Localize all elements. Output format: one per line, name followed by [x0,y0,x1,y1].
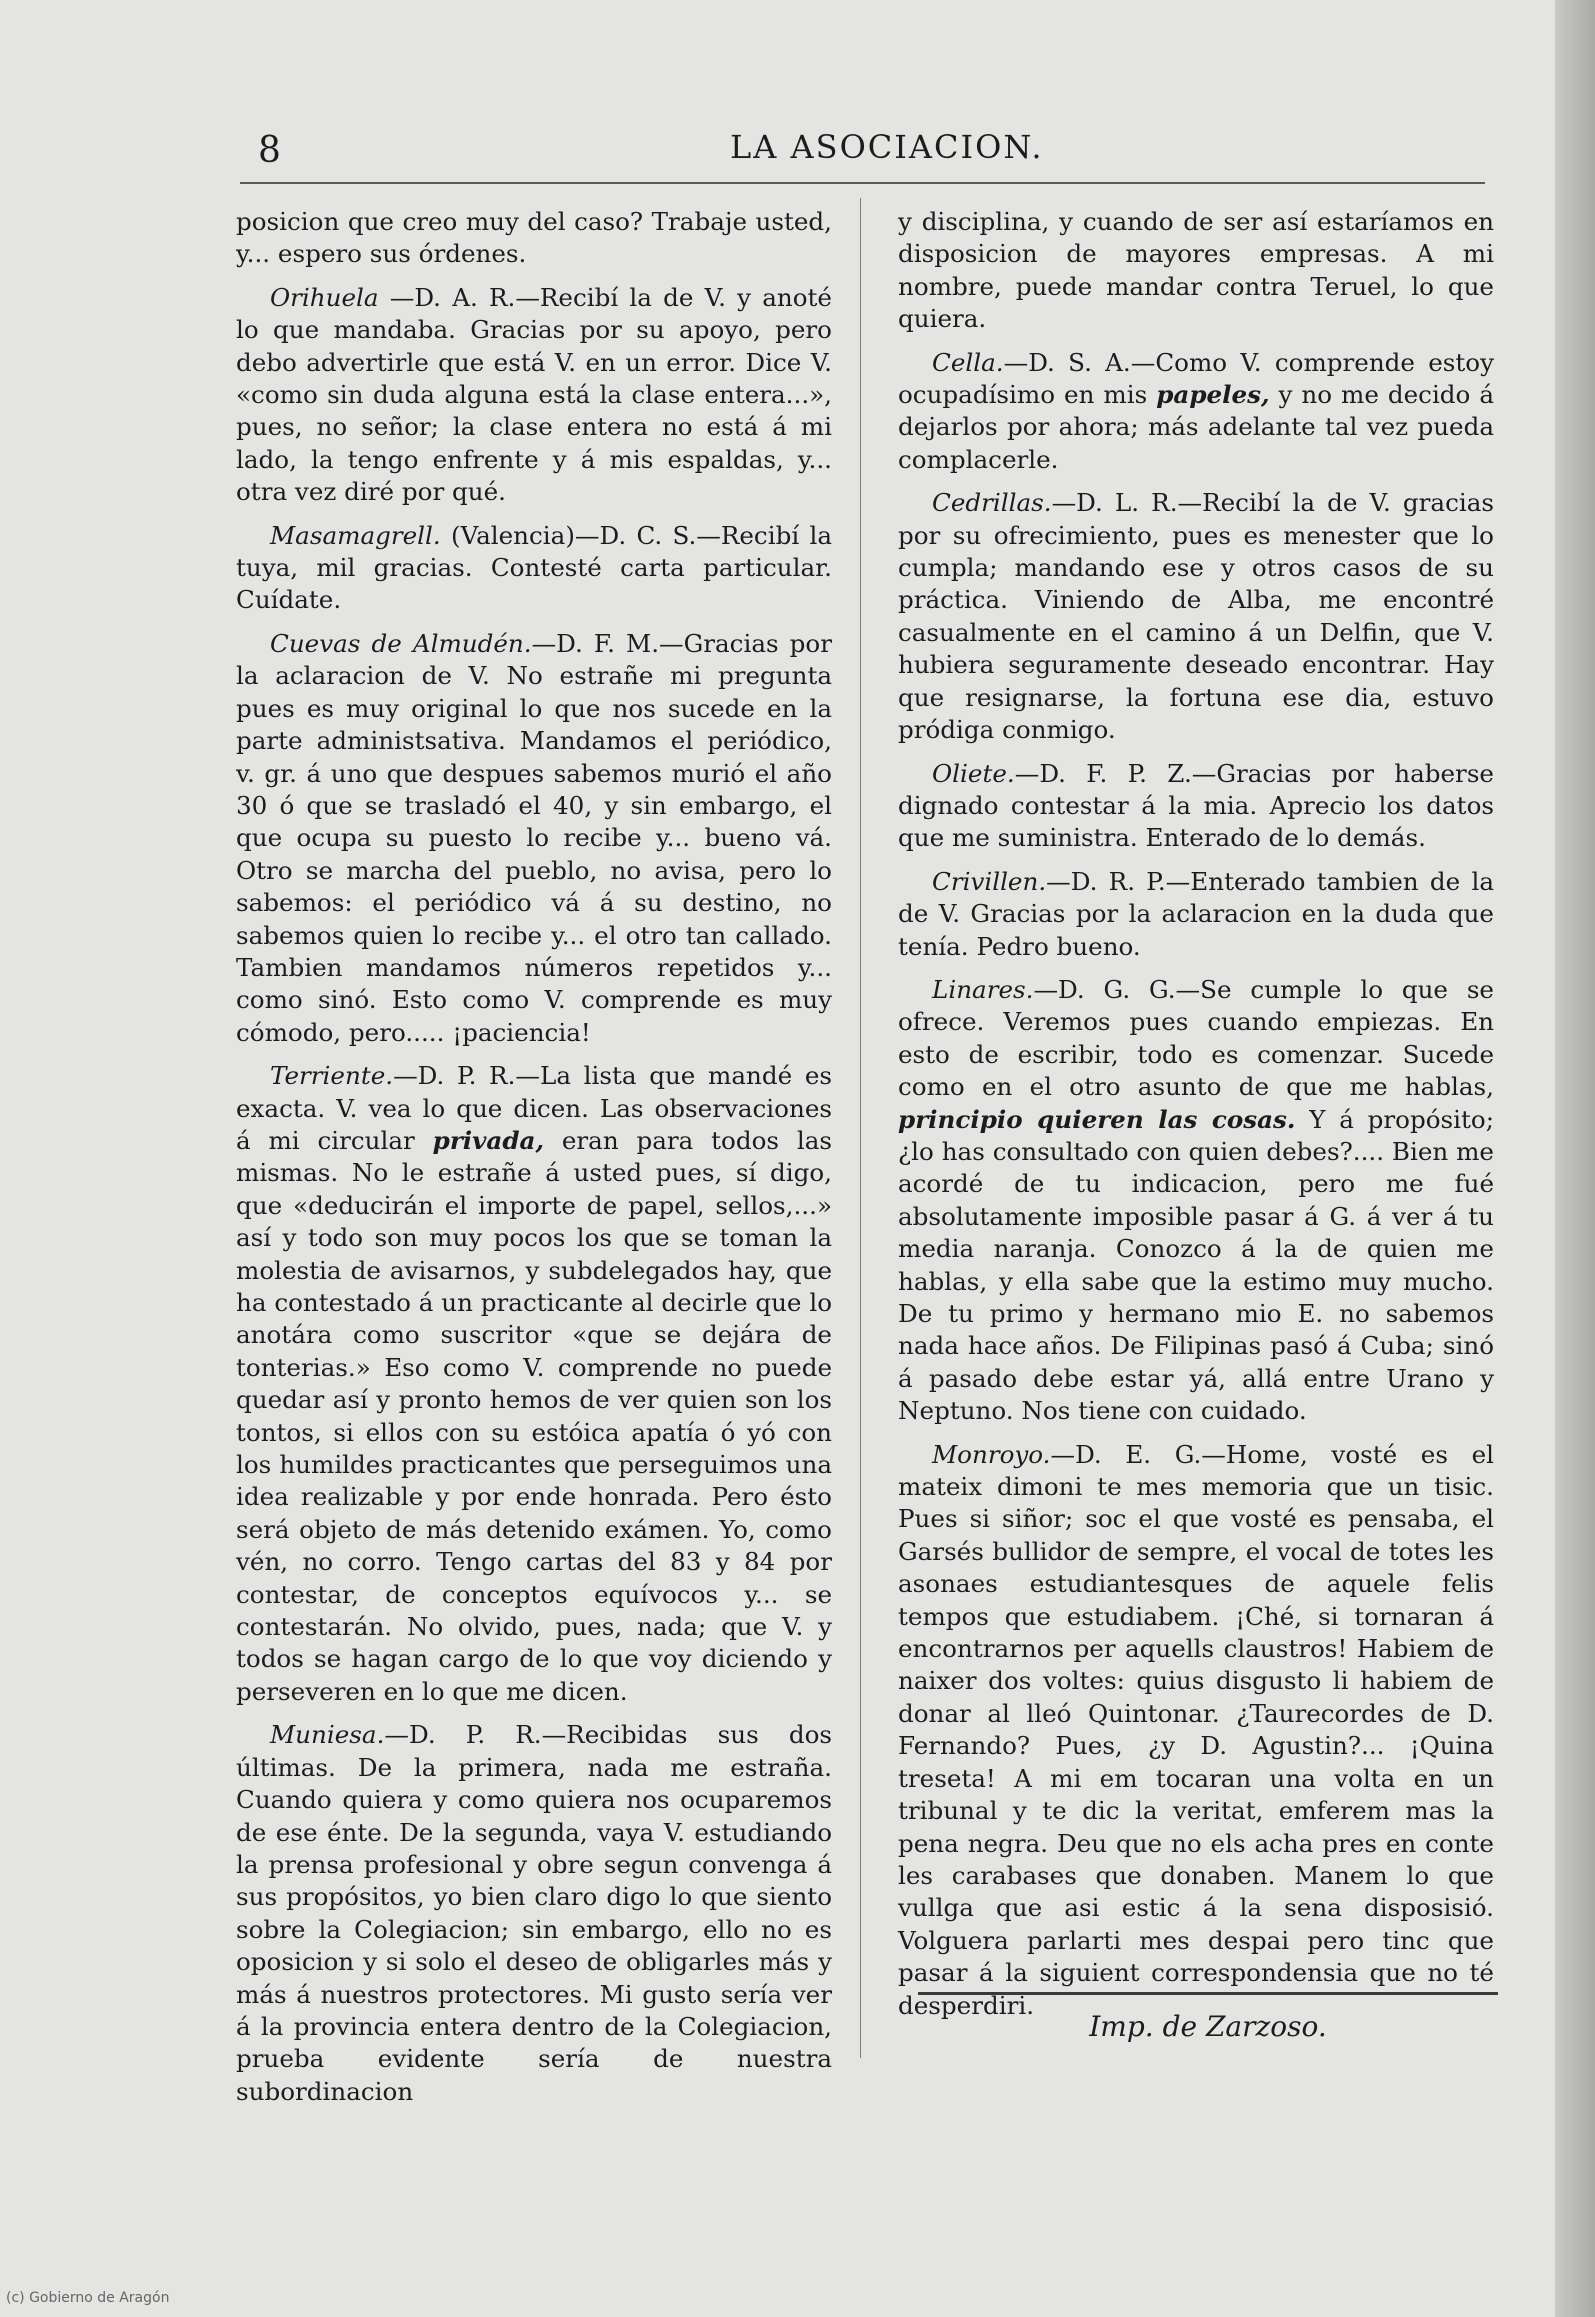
footer-rule [918,1992,1498,1995]
entry-place: Cuevas de Almudén. [270,628,532,658]
entry-place: Terriente. [270,1061,394,1091]
correspondence-entry: posicion que creo muy del caso? Trabaje usted, y... espero sus órdenes. [236,207,832,269]
entry-place: Linares. [932,974,1034,1004]
correspondence-entry: y disciplina, y cuando de ser así estaríamos en disposicion de mayores empresas. A mi nombre, puede mandar contra Teruel, lo que quiera. [898,207,1494,334]
entry-place: Masamagrell. [270,520,441,550]
emphasis: principio quieren las cosas. [898,1104,1296,1134]
correspondence-entry: Orihuela —D. A. R.—Recibí la de V. y anoté lo que mandaba. Gracias por su apoyo, pero debo advertirle que está V. en un error. Dice V. «como sin duda alguna está la clase entera...», pues, no señor; la clase entera no está á mi lado, la tengo enfrente y á mis espaldas, y... otra vez diré por qué. [236,282,832,507]
correspondence-entry: Monroyo.—D. E. G.—Home, vosté es el mateix dimoni te mes memoria que un tisic. Pues si siñor; soc el que vosté es pensaba, el Garsés bullidor de sempre, el vocal de totes les asonaes estudiantesques de aquele felis tempos que estudiabem. ¡Ché, si tornaran á encontrarnos per aquells claustros! Habiem de naixer dos voltes: quius disgusto li habiem de donar al lleó Quintonar. ¿Taurecordes de D. Fernando? Pues, ¿y D. Agustin?... ¡Quina treseta! A mi em tocaran una volta en un tribunal y te dic la veritat, emferem mas la pena negra. Deu que no els acha pres en conte les carabases que donaben. Manem lo que vullga que asi estic á la sena disposisió. Volguera parlarti mes despai pero tinc que pasar á la siguient correspondensia que no té desperdiri. [898,1439,1494,2020]
header-rule [240,182,1485,184]
correspondence-entry: Cedrillas.—D. L. R.—Recibí la de V. gracias por su ofrecimiento, pues es menester que lo cumpla; mandando ese y otros casos de su práctica. Viniendo de Alba, me encontré casualmente en el camino á un Delfin, que V. hubiera seguramente deseado encontrar. Hay que resignarse, la fortuna ese dia, estuvo pródiga conmigo. [898,488,1494,745]
correspondence-entry: Oliete.—D. F. P. Z.—Gracias por haberse dignado contestar á la mia. Aprecio los datos que me suministra. Enterado de lo demás. [898,758,1494,853]
entry-place: Muniesa. [270,1720,385,1750]
entry-place: Crivillen. [932,866,1047,896]
printer-imprint: Imp. de Zarzoso. [1089,2010,1327,2043]
page-header [240,128,1485,176]
correspondence-entry: Cuevas de Almudén.—D. F. M.—Gracias por la aclaracion de V. No estrañe mi pregunta pues es muy original lo que nos sucede en la parte administsativa. Mandamos el periódico, v. gr. á uno que despues sabemos murió el año 30 ó que se trasladó el 40, y sin embargo, el que ocupa su puesto lo recibe y... bueno vá. Otro se marcha del pueblo, no avisa, pero lo sabemos: el periódico vá á su destino, no sabemos quien lo recibe y... el otro tan callado. Tambien mandamos números repetidos y... como sinó. Esto como V. comprende es muy cómodo, pero..... ¡paciencia! [236,628,832,1047]
correspondence-entry: Masamagrell. (Valencia)—D. C. S.—Recibí la tuya, mil gracias. Contesté carta particular. Cuídate. [236,520,832,615]
entry-place: Orihuela [270,282,379,312]
page-number: 8 [258,130,281,171]
page-edge [1555,0,1595,2317]
entry-place: Cedrillas. [932,488,1052,518]
right-column [898,206,1494,2033]
correspondence-entry: Linares.—D. G. G.—Se cumple lo que se ofrece. Veremos pues cuando empiezas. En esto de escribir, todo es comenzar. Sucede como en el otro asunto de que me hablas, principio quieren las cosas. Y á propósito; ¿lo has consultado con quien debes?.... Bien me acordé de tu indicacion, pero me fué absolutamente imposible pasar á G. á ver á tu media naranja. Conozco á la de quien me hablas, y ella sabe que la estimo muy mucho. De tu primo y hermano mio E. no sabemos nada hace años. De Filipinas pasó á Cuba; sinó á pasado debe estar yá, allá entre Urano y Neptuno. Nos tiene con cuidado. [898,974,1494,1426]
entry-place: Oliete. [932,758,1015,788]
emphasis: privada, [432,1125,545,1155]
column-divider [860,198,861,2058]
correspondence-entry: Cella.—D. S. A.—Como V. comprende estoy ocupadísimo en mis papeles, y no me decido á dejarlos por ahora; más adelante tal vez pueda complacerle. [898,347,1494,474]
copyright-notice: (c) Gobierno de Aragón [6,2290,170,2306]
emphasis: papeles, [1156,380,1270,410]
journal-title: LA ASOCIACION. [730,128,1044,166]
correspondence-entry: Muniesa.—D. P. R.—Recibidas sus dos últimas. De la primera, nada me estraña. Cuando quiera y como quiera nos ocuparemos de ese énte. De la segunda, vaya V. estudiando la prensa profesional y obre segun convenga á sus propósitos, yo bien claro digo lo que siento sobre la Colegiacion; sin embargo, ello no es oposicion y si solo el deseo de obligarles más y más á nuestros protectores. Mi gusto sería ver á la provincia entera dentro de la Colegiacion, prueba evidente sería de nuestra subordinacion [236,1720,832,2106]
entry-place: Monroyo. [932,1439,1051,1469]
entry-place: Cella. [932,347,1004,377]
correspondence-entry: Crivillen.—D. R. P.—Enterado tambien de la de V. Gracias por la aclaracion en la duda que tenía. Pedro bueno. [898,866,1494,961]
correspondence-entry: Terriente.—D. P. R.—La lista que mandé es exacta. V. vea lo que dicen. Las observaciones á mi circular privada, eran para todos las mismas. No le estrañe á usted pues, sí digo, que «deducirán el importe de papel, sellos,...» así y todo son muy pocos los que se toman la molestia de avisarnos, y subdelegados hay, que ha contestado á un practicante al decirle que lo anotára como suscritor «que se dejára de tonterias.» Eso como V. comprende no puede quedar así y pronto hemos de ver quien son los tontos, si ellos con su estóica apatía ó yó con los humildes practicantes que perseguimos una idea realizable y por ende honrada. Pero ésto será objeto de más detenido exámen. Yo, como vén, no corro. Tengo cartas del 83 y 84 por contestar, de conceptos equívocos y... se contestarán. No olvido, pues, nada; que V. y todos se hagan cargo de lo que voy diciendo y perseveren en lo que me dicen. [236,1061,832,1706]
left-column [236,206,832,2119]
